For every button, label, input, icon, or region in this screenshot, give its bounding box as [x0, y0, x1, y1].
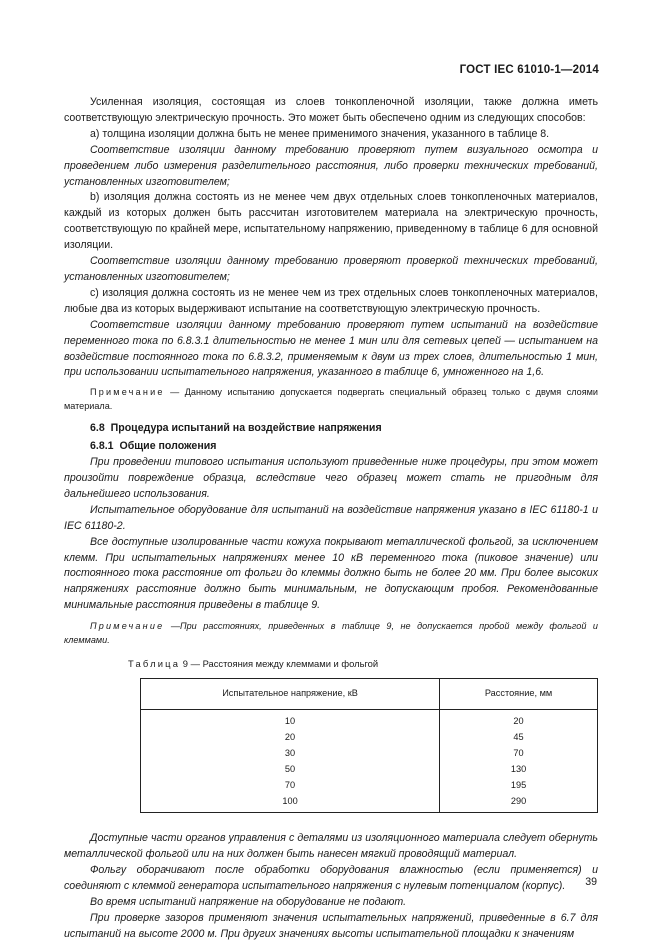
note-1-text: — Данному испытанию допускается подвергать специальный образец только с двумя слоями материала. [64, 387, 598, 411]
section-6-8-1-title: Общие положения [119, 440, 217, 453]
paragraph-item-a: а) толщина изоляции должна быть не менее применимого значения, указанного в таблице 8. [90, 127, 550, 140]
table-header-distance: Расстояние, мм [440, 679, 598, 710]
table-header-voltage: Испытательное напряжение, кВ [141, 679, 440, 710]
table-cell-distance: 45 [440, 730, 598, 746]
paragraph-item-b: b) изоляция должна состоять из не менее чем двух отдельных слоев тонкопленочных материалов, каждый из которых должен быть рассчитан изготовителем материала на электрическую прочность, соответствующую по крайней мере, испытательному напряжению, приведенному в таблице 6 для основной изоляции. [64, 191, 598, 252]
document-code-header: ГОСТ IEC 61010-1—2014 [459, 64, 599, 76]
table-row [141, 730, 598, 746]
note-1-label: Примечание [90, 387, 165, 398]
table-9-caption [128, 656, 598, 672]
paragraph-foil-coverage: Все доступные изолированные части кожуха покрывают металлической фольгой, за исключением клемм. При испытательных напряжениях менее 10 кВ переменного тока (пиковое значение) или постоянного тока расстояние от фольги до клеммы должно быть не более 20 мм. При более высоких напряжениях расстояние должно быть минимальным, не допускающим пробоя. Рекомендованные минимальные расстояния приведены в таблице 9. [64, 535, 598, 612]
paragraph-reinforced-insulation: Усиленная изоляция, состоящая из слоев тонкопленочной изоляции, также должна иметь соответствующую электрическую прочность. Это может быть обеспечено одним из следующих способов: [64, 96, 598, 124]
paragraph-clearance-check: При проверке зазоров применяют значения испытательных напряжений, приведенные в 6.7 для испытаний на высоте 2000 м. При других значениях высоты испытательной площадки к значениям [64, 911, 598, 940]
table-row [141, 794, 598, 813]
table-row [141, 746, 598, 762]
paragraph-control-parts: Доступные части органов управления с деталями из изоляционного материала следует обернуть металлической фольгой или на них должен быть нанесен мягкий проводящий материал. [64, 832, 598, 860]
table-cell-voltage: 70 [141, 778, 440, 794]
section-6-8-1-number: 6.8.1 [90, 440, 114, 453]
table-cell-voltage: 100 [141, 794, 440, 813]
note-2-text: —При расстояниях, приведенных в таблице 9, не допускается пробой между фольгой и клеммами. [64, 621, 598, 645]
note-1 [64, 386, 598, 413]
section-6-8-1-heading [64, 439, 598, 455]
paragraph-foil-wrapping: Фольгу оборачивают после обработки оборудования влажностью (если применяется) и соединяют с клеммой генератора испытательного напряжения с нулевым потенциалом (корпус). [64, 863, 598, 892]
table-cell-distance: 195 [440, 778, 598, 794]
note-2-label: Примечание [90, 621, 165, 632]
paragraph-compliance-c: Соответствие изоляции данному требованию проверяют путем испытаний на воздействие переменного тока по 6.8.3.1 длительностью не менее 1 мин или для сетевых цепей — испытанием на воздействие постоянного тока по 6.8.3.2, применяемым к двум из трех слоев, длительностью 1 мин, при использовании испытательного напряжения, указанного в таблице 6, умноженного на 1,6. [64, 318, 598, 379]
paragraph-test-equipment: Испытательное оборудование для испытаний на воздействие напряжения указано в IEC 61180-1 и IEC 61180-2. [64, 503, 598, 532]
paragraph-compliance-a: Соответствие изоляции данному требованию проверяют путем визуального осмотра и проведением либо измерения разделительного расстояния, либо проверки технических требований, установленных изготовителем; [64, 143, 598, 188]
table-row [141, 762, 598, 778]
section-6-8-heading [64, 421, 598, 437]
table-cell-voltage: 10 [141, 710, 440, 731]
table-cell-distance: 290 [440, 794, 598, 813]
table-cell-distance: 20 [440, 710, 598, 731]
table-cell-voltage: 30 [141, 746, 440, 762]
table-row [141, 778, 598, 794]
table-header-row [141, 679, 598, 710]
main-text [64, 95, 598, 942]
table-cell-voltage: 50 [141, 762, 440, 778]
table-row [141, 710, 598, 731]
table-9 [140, 678, 598, 813]
paragraph-type-test: При проведении типового испытания используют приведенные ниже процедуры, при этом может произойти повреждение образца, вследствие чего образец может стать не пригодным для дальнейшего использования. [64, 456, 598, 500]
paragraph-item-c: с) изоляция должна состоять из не менее чем из трех отдельных слоев тонкопленочных материалов, любые два из которых выдерживают испытание на соответствующую электрическую прочность. [64, 286, 598, 315]
paragraph-no-voltage: Во время испытаний напряжение на оборудование не подают. [90, 895, 407, 908]
table-cell-distance: 130 [440, 762, 598, 778]
table-cell-distance: 70 [440, 746, 598, 762]
paragraph-compliance-b: Соответствие изоляции данному требованию проверяют проверкой технических требований, установленных изготовителем; [64, 255, 598, 283]
table-9-label: Таблица [128, 658, 181, 670]
section-6-8-number: 6.8 [90, 422, 105, 435]
page-number: 39 [585, 876, 597, 888]
table-9-title: 9 — Расстояния между клеммами и фольгой [180, 658, 379, 670]
table-cell-voltage: 20 [141, 730, 440, 746]
section-6-8-title: Процедура испытаний на воздействие напряжения [110, 422, 382, 435]
note-2 [64, 620, 598, 647]
